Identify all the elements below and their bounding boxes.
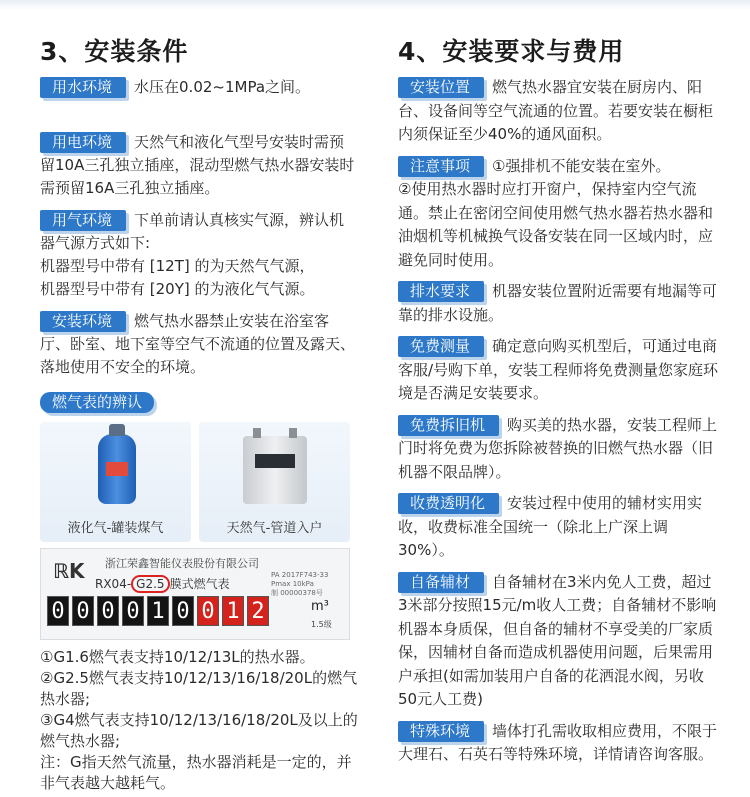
meter-logo: ℝK — [53, 559, 85, 583]
meter-identification-tag: 燃气表的辨认 — [40, 392, 154, 413]
water-environment-block — [40, 76, 358, 122]
own-materials-text: 自备辅材在3米内免人工费，超过3米部分按照15元/m收人工费；自备辅材不影响机器本身质保，但自备的辅材不享受美的厂家质保，因辅材自备而造成机器使用问题，后果需用户承担(如需加装用户自备的花洒混水阀，另收50元人工费) — [398, 572, 717, 708]
gas-environment-text: 下单前请认真核实气源，辨认机器气源方式如下: — [40, 211, 345, 252]
meter-note: 注：G指天然气流量，热水器消耗是一定的，并非气表越大越耗气。 — [40, 753, 352, 792]
power-environment-text: 天然气和液化气型号安装时需预留10A三孔独立插座，混动型燃气热水器安装时需预留16A三孔独立插座。 — [40, 133, 355, 197]
gas-environment-block — [40, 209, 358, 301]
meter-model — [95, 575, 230, 592]
meter-spec-line: 制 00000378号 — [271, 589, 323, 597]
meter-unit: m³ — [311, 599, 329, 614]
own-materials-tag: 自备辅材 — [398, 572, 484, 593]
gas-line-20y: 机器型号中带有 [20Y] 的为液化气气源。 — [40, 280, 315, 298]
meter-digit-red: 0 — [197, 596, 219, 626]
power-environment-tag: 用电环境 — [40, 132, 126, 153]
meter-digit: 0 — [72, 596, 94, 626]
gas-cylinder-icon — [98, 434, 136, 504]
install-location-tag: 安装位置 — [398, 77, 484, 98]
gas-environment-tag: 用气环境 — [40, 210, 126, 231]
meter-digit: 0 — [122, 596, 144, 626]
natural-gas-card — [199, 422, 350, 542]
precautions-tag: 注意事项 — [398, 156, 484, 177]
section-title-requirements: 4、安装要求与费用 — [398, 37, 625, 66]
meter-digit-red: 2 — [247, 596, 269, 626]
drainage-tag: 排水要求 — [398, 281, 484, 302]
meter-digit: 0 — [172, 596, 194, 626]
lpg-cylinder-card — [40, 422, 191, 542]
special-environment-block — [398, 720, 720, 767]
precautions-block — [398, 155, 720, 273]
free-removal-text: 购买美的热水器，安装工程师上门时将免费为您拆除被替换的旧燃气热水器（旧机器不限品牌）。 — [398, 415, 718, 481]
meter-digit-red: 1 — [222, 596, 244, 626]
meter-note: ①G1.6燃气表支持10/12/13L的热水器。 — [40, 648, 315, 666]
special-environment-text: 墙体打孔需收取相应费用，不限于大理石、石英石等特殊环境，详情请咨询客服。 — [398, 721, 718, 763]
gas-line-12t: 机器型号中带有 [12T] 的为天然气气源， — [40, 257, 315, 275]
install-environment-tag: 安装环境 — [40, 311, 126, 332]
meter-note: ③G4燃气表支持10/12/13/16/18/20L及以上的燃气热水器; — [40, 711, 358, 750]
transparent-fees-tag: 收费透明化 — [398, 493, 499, 514]
free-removal-tag: 免费拆旧机 — [398, 415, 499, 436]
own-materials-block — [398, 571, 720, 712]
meter-notes — [40, 647, 358, 794]
meter-spec-line: PA 2017F743-33 — [271, 571, 329, 579]
free-measurement-block — [398, 335, 720, 406]
transparent-fees-block — [398, 492, 720, 563]
power-environment-block — [40, 131, 358, 200]
install-location-block — [398, 76, 720, 147]
installation-conditions-column — [40, 32, 358, 794]
lpg-caption: 液化气-罐装煤气 — [67, 521, 164, 536]
install-environment-block — [40, 310, 358, 379]
free-measurement-tag: 免费测量 — [398, 336, 484, 357]
natural-gas-caption: 天然气-管道入户 — [226, 521, 323, 536]
meter-digit: 1 — [147, 596, 169, 626]
gas-meter-plate — [40, 548, 350, 640]
free-removal-block — [398, 414, 720, 485]
install-environment-text: 燃气热水器禁止安装在浴室客厅、卧室、地下室等空气不流通的位置及露天、落地使用不安全的环境。 — [40, 312, 356, 376]
free-measurement-text: 确定意向购买机型后，可通过电商客服/号购下单，安装工程师将免费测量您家庭环境是否满足安装要求。 — [398, 337, 719, 402]
meter-spec — [271, 571, 328, 598]
meter-model-circled: G2.5 — [131, 575, 169, 593]
gas-source-images — [40, 422, 358, 542]
section-title-conditions: 3、安装条件 — [40, 37, 189, 66]
meter-company: 浙江荣鑫智能仪表股份有限公司 — [105, 557, 259, 570]
meter-model-prefix: RX04- — [95, 577, 132, 591]
meter-grade: 1.5级 — [311, 620, 332, 629]
special-environment-tag: 特殊环境 — [398, 721, 484, 742]
meter-digit: 0 — [97, 596, 119, 626]
precautions-text-2: ②使用热水器时应打开窗户，保持室内空气流通。禁止在密闭空间使用燃气热水器若热水器和油烟机等机械换气设备安装在同一区域内时，应避免同时使用。 — [398, 180, 714, 269]
meter-model-suffix: 膜式燃气表 — [169, 577, 230, 591]
top-gradient-bar — [0, 0, 750, 10]
drainage-text: 机器安装位置附近需要有地漏等可靠的排水设施。 — [398, 282, 718, 324]
installation-requirements-column — [398, 32, 720, 775]
meter-note: ②G2.5燃气表支持10/12/13/16/18/20L的燃气热水器; — [40, 669, 358, 708]
meter-digits — [47, 596, 269, 626]
transparent-fees-text: 安装过程中使用的辅材实用实收，收费标准全国统一（除北上广深上调30%）。 — [398, 494, 703, 559]
precautions-text: ①强排机不能安装在室外。 — [492, 156, 671, 175]
meter-digit: 0 — [47, 596, 69, 626]
install-location-text: 燃气热水器宜安装在厨房内、阳台、设备间等空气流通的位置。若要安装在橱柜内须保证至少40%的通风面积。 — [398, 78, 714, 143]
water-environment-text: 水压在0.02~1MPa之间。 — [134, 78, 311, 96]
water-environment-tag: 用水环境 — [40, 77, 126, 98]
drainage-block — [398, 280, 720, 327]
gas-meter-icon — [243, 436, 307, 504]
meter-spec-line: Pmax 10kPa — [271, 580, 314, 588]
